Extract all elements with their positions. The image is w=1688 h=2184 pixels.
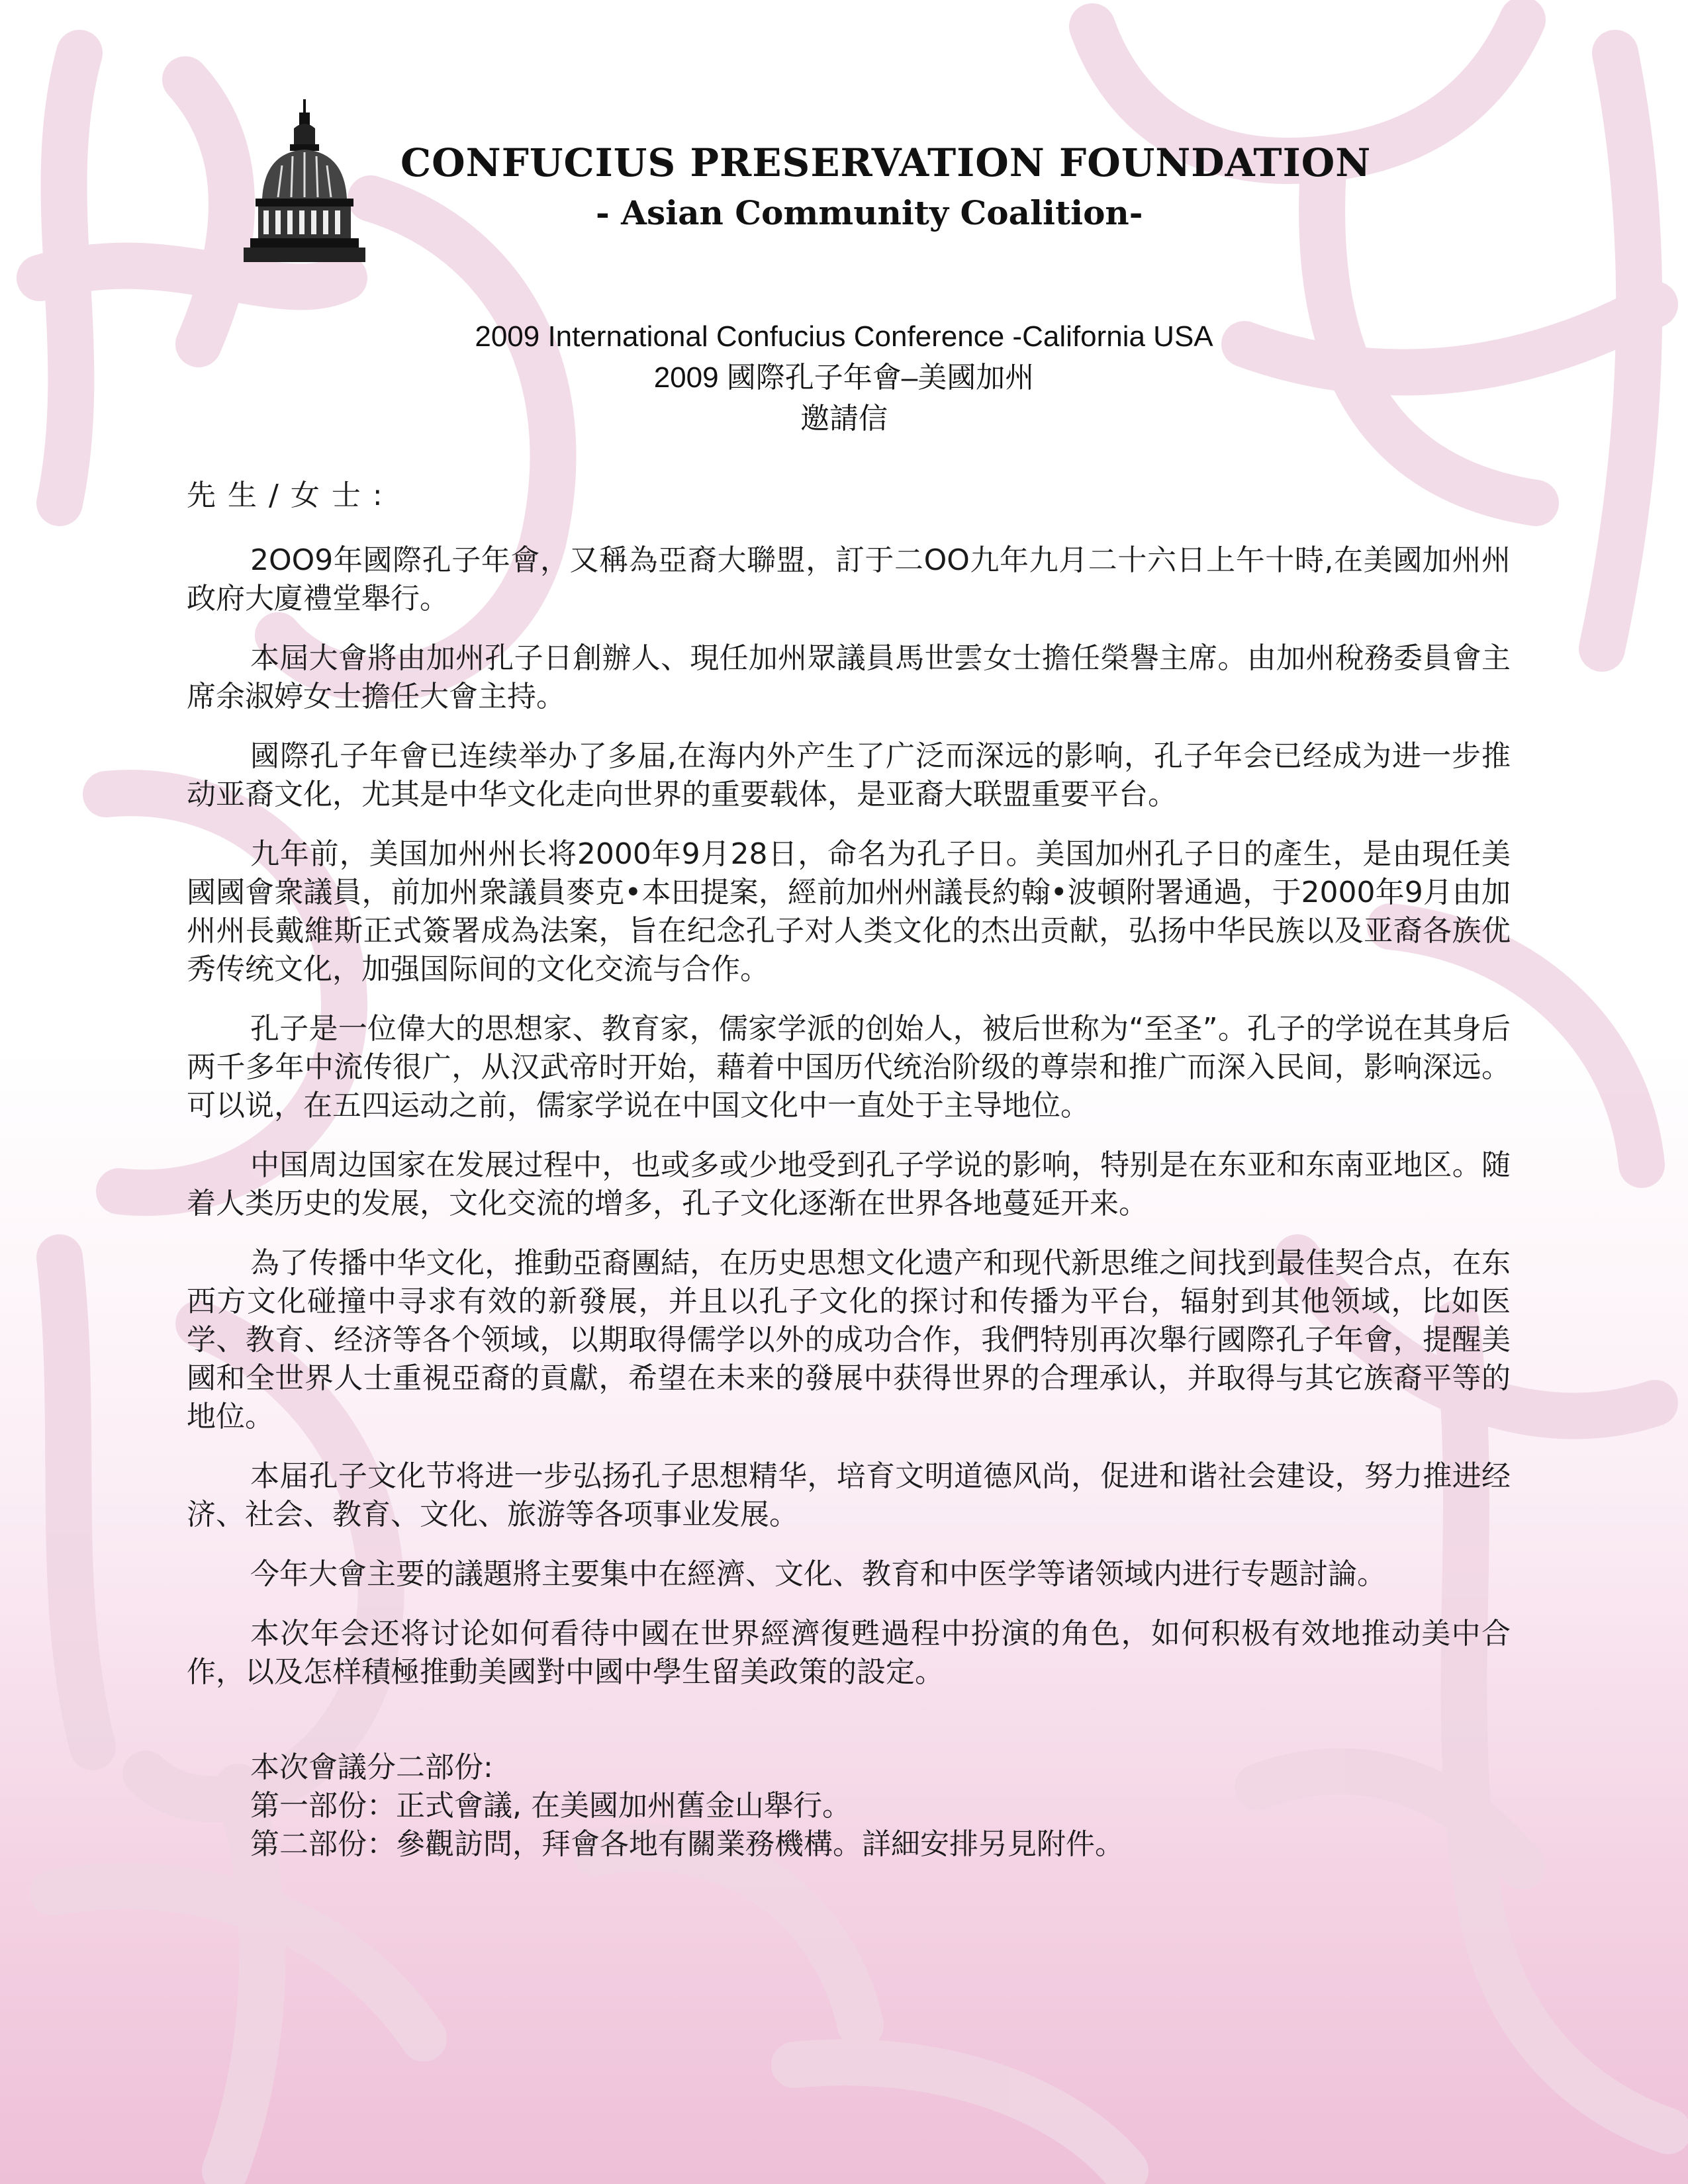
paragraph: 九年前，美国加州州长将2000年9月28日，命名为孔子日。美国加州孔子日的產生，是由現任美國國會衆議員，前加州衆議員麥克•本田提案，經前加州州議長約翰•波頓附署通過，于2000年9月由加州州長戴維斯正式簽署成為法案，旨在纪念孔子对人类文化的杰出贡献，弘扬中华民族以及亚裔各族优秀传统文化，加强国际间的文化交流与合作。	[187, 837, 1511, 986]
paragraph: 今年大會主要的議題將主要集中在經濟、文化、教育和中医学等诸领域内进行专题討論。	[250, 1557, 1386, 1591]
english-title: 2009 International Confucius Conference -California USA	[475, 320, 1213, 353]
org-subtitle: - Asian Community Coalition-	[596, 193, 1143, 232]
letter-type: 邀請信	[800, 402, 888, 435]
paragraph: 2OO9年國際孔子年會，又稱為亞裔大聯盟，訂于二OO九年九月二十六日上午十時,在美國加州州政府大廈禮堂舉行。	[187, 543, 1511, 615]
org-name: CONFUCIUS PRESERVATION FOUNDATION	[400, 140, 1372, 185]
paragraph: 本屆大會將由加州孔子日創辦人、現任加州眾議員馬世雲女士擔任榮譽主席。由加州稅務委員會主席余淑婷女士擔任大會主持。	[187, 641, 1511, 713]
paragraph: 孔子是一位偉大的思想家、教育家，儒家学派的创始人，被后世称为“至圣”。孔子的学说在其身后两千多年中流传很广，从汉武帝时开始，藉着中国历代统治阶级的尊崇和推广而深入民间，影响深远。可以说，在五四运动之前，儒家学说在中国文化中一直处于主导地位。	[187, 1012, 1511, 1122]
paragraph: 本届孔子文化节将进一步弘扬孔子思想精华，培育文明道德风尚，促进和谐社会建设，努力推进经济、社会、教育、文化、旅游等各项事业发展。	[187, 1459, 1511, 1531]
letter-body	[187, 477, 1511, 1864]
paragraph: 為了传播中华文化，推動亞裔團結，在历史思想文化遗产和现代新思维之间找到最佳契合点，在东西方文化碰撞中寻求有效的新發展，并且以孔子文化的探讨和传播为平台，辐射到其他领域，比如医学、教育、经济等各个领域，以期取得儒学以外的成功合作，我們特別再次舉行國際孔子年會，提醒美國和全世界人士重視亞裔的貢獻，希望在未来的發展中获得世界的合理承认，并取得与其它族裔平等的地位。	[187, 1246, 1511, 1433]
paragraph: 國際孔子年會已连续举办了多届,在海内外产生了广泛而深远的影响，孔子年会已经成为进一步推动亚裔文化，尤其是中华文化走向世界的重要载体，是亚裔大联盟重要平台。	[187, 739, 1511, 811]
section-part-2: 第二部份：參觀訪問，拜會各地有關業務機構。詳細安排另見附件。	[250, 1827, 1124, 1861]
paragraph: 中国周边国家在发展过程中，也或多或少地受到孔子学说的影响，特别是在东亚和东南亚地区。随着人类历史的发展，文化交流的增多，孔子文化逐渐在世界各地蔓延开来。	[187, 1148, 1511, 1220]
salutation: 先生/女士:	[187, 478, 395, 512]
sections-intro: 本次會議分二部份:	[250, 1751, 493, 1784]
meeting-sections	[187, 1749, 1511, 1864]
section-part-1: 第一部份：正式會議, 在美國加州舊金山舉行。	[250, 1789, 851, 1823]
paragraph: 本次年会还将讨论如何看待中國在世界經濟復甦過程中扮演的角色，如何积极有效地推动美中合作，以及怎样積極推動美國對中國中學生留美政策的設定。	[187, 1617, 1511, 1689]
letterhead	[238, 93, 1496, 265]
chinese-title: 2009 國際孔子年會–美國加州	[653, 361, 1035, 394]
document-titles	[0, 316, 1688, 439]
capitol-dome-icon	[238, 99, 371, 265]
